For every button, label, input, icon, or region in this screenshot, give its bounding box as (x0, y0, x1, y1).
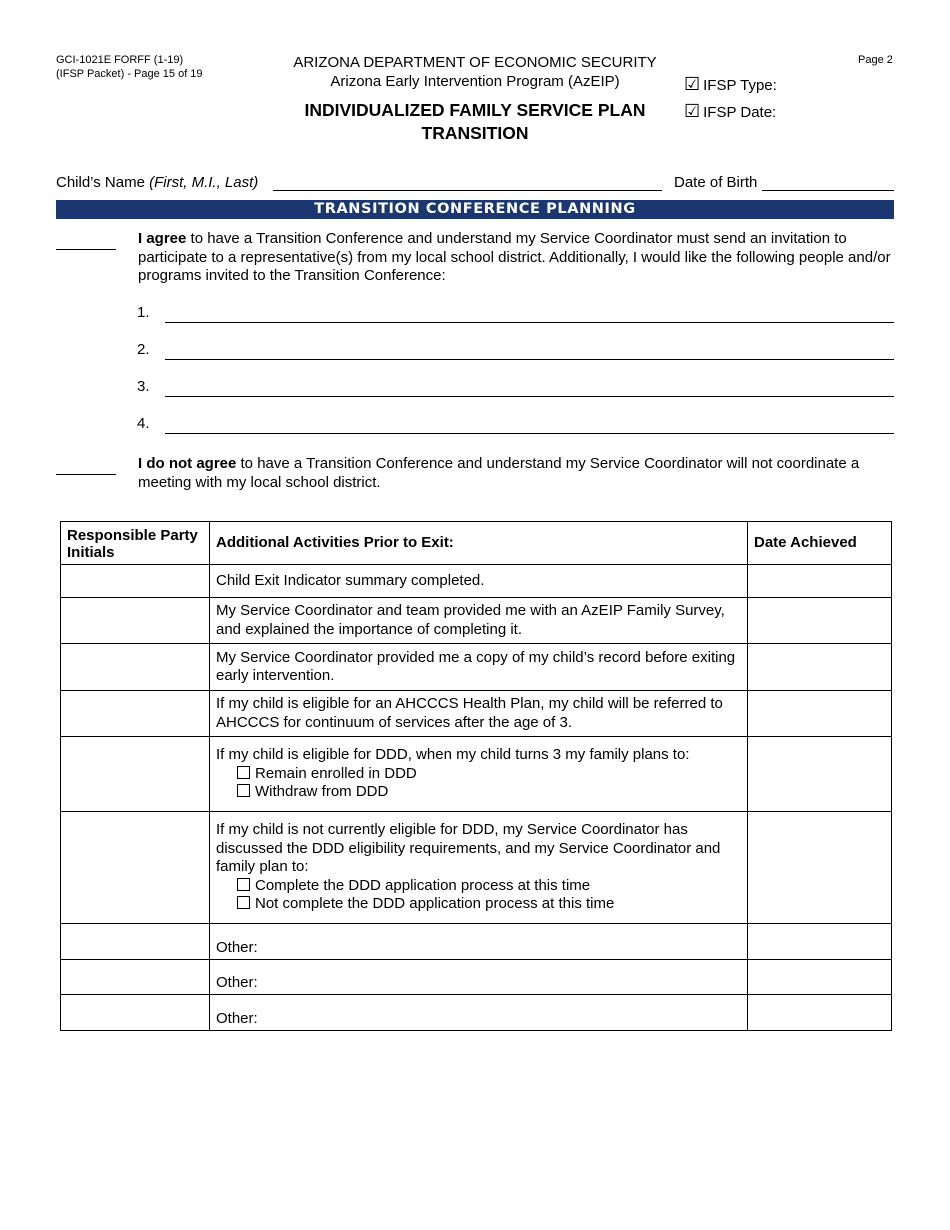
header-initials: Responsible Party Initials (61, 522, 210, 565)
invitee-number-4: 4. (137, 415, 150, 432)
invitee-number-1: 1. (137, 304, 150, 321)
date-cell[interactable] (748, 644, 892, 691)
option-not-complete-application[interactable]: Not complete the DDD application process at this time (216, 895, 741, 914)
activity-cell: Child Exit Indicator summary completed. (210, 565, 748, 598)
activity-cell: My Service Coordinator provided me a copy of my child’s record before exiting early intervention. (210, 644, 748, 691)
table-row (61, 960, 892, 995)
initials-cell[interactable] (61, 960, 210, 995)
child-name-input-line[interactable] (273, 190, 662, 191)
activities-table (60, 521, 892, 1031)
agree-text: to have a Transition Conference and understand my Service Coordinator must send an invitation to participate to a representative(s) from my local school district. Additionally, I would like the following people and/or programs invited to the Transition Conference: (138, 230, 891, 284)
ifsp-date-label: IFSP Date: (703, 104, 777, 121)
ddd-not-eligible-text: If my child is not currently eligible for DDD, my Service Coordinator has discussed the DDD eligibility requirements, and my Service Coordinator and family plan to: (216, 821, 721, 876)
disagree-bold: I do not agree (138, 455, 237, 472)
ddd-eligible-text: If my child is eligible for DDD, when my child turns 3 my family plans to: (216, 746, 690, 764)
title-line-1: INDIVIDUALIZED FAMILY SERVICE PLAN (304, 100, 646, 120)
initials-cell[interactable] (61, 812, 210, 924)
initials-cell[interactable] (61, 598, 210, 644)
initials-cell[interactable] (61, 565, 210, 598)
invitee-line-3[interactable] (165, 396, 894, 397)
option-withdraw[interactable]: Withdraw from DDD (216, 783, 741, 802)
agree-initials-line[interactable] (56, 249, 116, 250)
option-remain-enrolled[interactable]: Remain enrolled in DDD (216, 765, 741, 784)
checkbox-icon[interactable] (237, 878, 250, 891)
initials-cell[interactable] (61, 644, 210, 691)
date-cell[interactable] (748, 565, 892, 598)
checkbox-icon[interactable] (237, 896, 250, 909)
date-cell[interactable] (748, 924, 892, 960)
invitee-line-1[interactable] (165, 322, 894, 323)
date-cell[interactable] (748, 737, 892, 812)
page-number: Page 2 (858, 54, 893, 66)
initials-cell[interactable] (61, 737, 210, 812)
form-code: GCI-1021E FORFF (1-19) (56, 54, 184, 66)
date-cell[interactable] (748, 598, 892, 644)
date-cell[interactable] (748, 960, 892, 995)
program-name: Arizona Early Intervention Program (AzEIP) (330, 73, 620, 90)
table-header-row (61, 522, 892, 565)
checked-box-icon: ☑ (684, 74, 701, 94)
checkbox-icon[interactable] (237, 766, 250, 779)
ifsp-type-field[interactable] (684, 75, 777, 95)
section-banner: TRANSITION CONFERENCE PLANNING (56, 200, 894, 219)
ifsp-type-label: IFSP Type: (703, 77, 777, 94)
table-row (61, 737, 892, 812)
invitee-number-2: 2. (137, 341, 150, 358)
option-complete-application[interactable]: Complete the DDD application process at this time (216, 877, 741, 896)
table-row (61, 691, 892, 737)
table-row (61, 644, 892, 691)
initials-cell[interactable] (61, 691, 210, 737)
invitee-line-4[interactable] (165, 433, 894, 434)
date-cell[interactable] (748, 812, 892, 924)
child-name-label: Child’s Name (First, M.I., Last) (56, 174, 259, 191)
initials-cell[interactable] (61, 995, 210, 1031)
dob-label: Date of Birth (674, 174, 758, 191)
activity-cell: If my child is eligible for an AHCCCS Health Plan, my child will be referred to AHCCCS for continuum of services after the age of 3. (210, 691, 748, 737)
title-line-2: TRANSITION (421, 123, 529, 143)
activity-cell (210, 812, 748, 924)
other-cell[interactable]: Other: (210, 960, 748, 995)
child-name-hint: (First, M.I., Last) (149, 174, 259, 191)
disagree-text: to have a Transition Conference and understand my Service Coordinator will not coordinate a meeting with my local school district. (138, 455, 860, 491)
dob-input-line[interactable] (762, 190, 894, 191)
other-cell[interactable]: Other: (210, 995, 748, 1031)
table-row (61, 812, 892, 924)
activity-cell (210, 737, 748, 812)
header-activities: Additional Activities Prior to Exit: (210, 522, 748, 565)
invitee-line-2[interactable] (165, 359, 894, 360)
checkbox-icon[interactable] (237, 784, 250, 797)
table-row (61, 598, 892, 644)
initials-cell[interactable] (61, 924, 210, 960)
packet-page-info: (IFSP Packet) - Page 15 of 19 (56, 68, 203, 80)
ifsp-date-field[interactable] (684, 102, 776, 122)
checked-box-icon: ☑ (684, 101, 701, 121)
document-title (270, 99, 680, 145)
agree-bold: I agree (138, 230, 187, 247)
disagree-statement (138, 455, 894, 492)
header-date-achieved: Date Achieved (748, 522, 892, 565)
date-cell[interactable] (748, 995, 892, 1031)
agency-name: ARIZONA DEPARTMENT OF ECONOMIC SECURITY (293, 54, 657, 71)
table-row (61, 565, 892, 598)
activity-cell: My Service Coordinator and team provided me with an AzEIP Family Survey, and explained the importance of completing it. (210, 598, 748, 644)
disagree-initials-line[interactable] (56, 474, 116, 475)
date-cell[interactable] (748, 691, 892, 737)
table-row (61, 924, 892, 960)
table-row (61, 995, 892, 1031)
other-cell[interactable]: Other: (210, 924, 748, 960)
agree-statement (138, 230, 894, 286)
invitee-number-3: 3. (137, 378, 150, 395)
